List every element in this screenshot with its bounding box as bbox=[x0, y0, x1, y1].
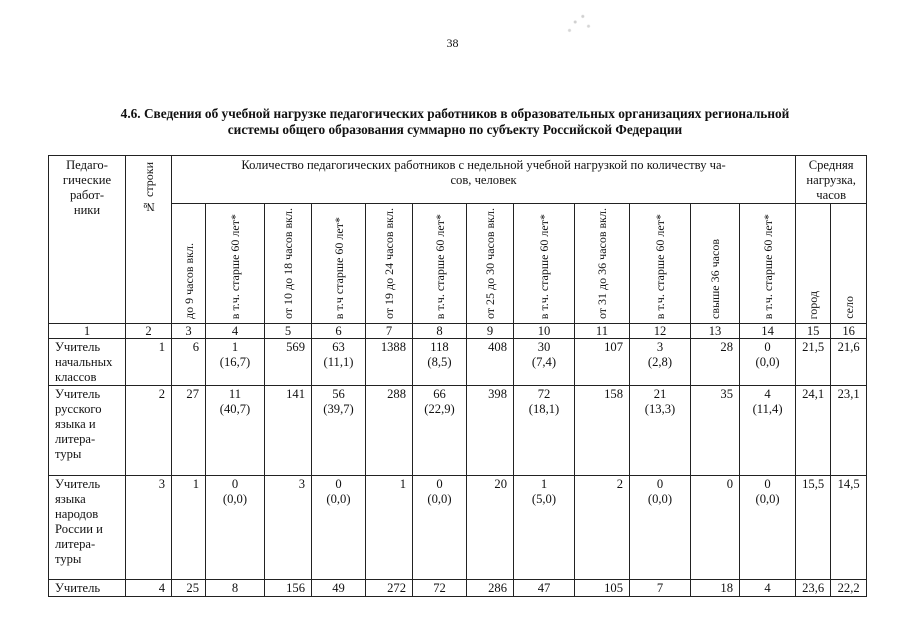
value-cell bbox=[206, 476, 265, 580]
value: 8 bbox=[231, 581, 239, 596]
value: 272 bbox=[387, 581, 406, 596]
role-cell bbox=[49, 386, 126, 476]
value: 0 bbox=[335, 477, 342, 492]
value-cell bbox=[514, 339, 575, 386]
value-cell bbox=[413, 339, 467, 386]
header-row-number: № строки bbox=[126, 156, 172, 324]
value-cell bbox=[740, 580, 796, 597]
value-cell bbox=[796, 580, 831, 597]
value-cell bbox=[691, 476, 740, 580]
value-cell bbox=[514, 386, 575, 476]
value: 286 bbox=[488, 581, 507, 596]
header-line: нагрузка, bbox=[806, 173, 856, 187]
value-cell bbox=[575, 339, 630, 386]
value: 14,5 bbox=[837, 477, 860, 492]
subheader-10: в т.ч. старше 60 лет* bbox=[514, 204, 575, 324]
value: 28 bbox=[720, 340, 733, 355]
percent-value: (16,7) bbox=[219, 355, 251, 370]
header-line: часов bbox=[816, 188, 847, 202]
role-cell bbox=[49, 476, 126, 580]
value-cell bbox=[413, 476, 467, 580]
teacher-workload-table bbox=[48, 155, 867, 597]
value: 141 bbox=[286, 387, 305, 402]
percent-value: (0,0) bbox=[427, 492, 452, 507]
percent-value: (7,4) bbox=[531, 355, 557, 370]
subheader-12: в т.ч. старше 60 лет* bbox=[630, 204, 691, 324]
row-number-cell: 1 bbox=[126, 339, 172, 386]
value: 0 bbox=[656, 477, 664, 492]
value: 1 bbox=[231, 340, 239, 355]
header-line: Количество педагогических работников с недельной учебной нагрузкой по количеству ча- bbox=[241, 158, 726, 172]
value: 63 bbox=[332, 340, 345, 355]
value: 27 bbox=[186, 387, 199, 402]
role-line: туры bbox=[55, 447, 82, 462]
value-cell bbox=[740, 386, 796, 476]
subheader-7: от 19 до 24 часов вкл. bbox=[366, 204, 413, 324]
value-cell bbox=[740, 476, 796, 580]
value: 22,2 bbox=[837, 581, 860, 596]
header-line: Педаго- bbox=[66, 158, 108, 172]
value: 288 bbox=[387, 387, 406, 402]
row-number-cell: 2 bbox=[126, 386, 172, 476]
value-cell bbox=[206, 386, 265, 476]
role-line: туры bbox=[55, 552, 82, 567]
value-cell bbox=[265, 386, 312, 476]
value-cell bbox=[312, 476, 366, 580]
value-cell bbox=[467, 339, 514, 386]
role-line: Учитель bbox=[55, 581, 101, 596]
value-cell bbox=[366, 386, 413, 476]
value-cell bbox=[467, 580, 514, 597]
value-cell bbox=[172, 339, 206, 386]
value: 2 bbox=[616, 477, 623, 492]
header-count-group bbox=[172, 156, 796, 204]
percent-value: (22,9) bbox=[424, 402, 455, 417]
value: 569 bbox=[286, 340, 305, 355]
percent-value: (2,8) bbox=[647, 355, 673, 370]
value: 49 bbox=[332, 581, 345, 596]
role-line: литера- bbox=[55, 432, 96, 447]
subheader-6: в т.ч старше 60 лет* bbox=[312, 204, 366, 324]
value: 20 bbox=[494, 477, 507, 492]
column-number: 8 bbox=[413, 324, 467, 339]
value-cell bbox=[172, 386, 206, 476]
table-row bbox=[49, 386, 867, 476]
column-number: 10 bbox=[514, 324, 575, 339]
value: 0 bbox=[764, 477, 771, 492]
table-row bbox=[49, 580, 867, 597]
subheader-8: в т.ч. старше 60 лет* bbox=[413, 204, 467, 324]
column-number: 13 bbox=[691, 324, 740, 339]
value: 1 bbox=[399, 477, 406, 492]
value-cell bbox=[630, 339, 691, 386]
value: 23,6 bbox=[802, 581, 825, 596]
value-cell bbox=[366, 339, 413, 386]
value-cell bbox=[575, 386, 630, 476]
subheader-16: село bbox=[831, 204, 867, 324]
percent-value: (39,7) bbox=[323, 402, 354, 417]
column-number: 3 bbox=[172, 324, 206, 339]
header-line: ники bbox=[73, 203, 101, 217]
role-line: русского bbox=[55, 402, 102, 417]
value-cell bbox=[172, 580, 206, 597]
title-line-1: 4.6. Сведения об учебной нагрузке педагогических работников в образовательных организациях региональной bbox=[120, 106, 790, 121]
value: 1 bbox=[192, 477, 199, 492]
subheader-13: свыше 36 часов bbox=[691, 204, 740, 324]
header-role bbox=[49, 156, 126, 324]
value: 398 bbox=[488, 387, 507, 402]
value: 15,5 bbox=[802, 477, 825, 492]
value: 18 bbox=[720, 581, 733, 596]
value: 158 bbox=[604, 387, 623, 402]
value: 30 bbox=[537, 340, 551, 355]
role-line: России и bbox=[55, 522, 103, 537]
role-cell bbox=[49, 580, 126, 597]
value: 156 bbox=[286, 581, 305, 596]
value-cell bbox=[514, 476, 575, 580]
value: 47 bbox=[537, 581, 551, 596]
subheader-3: до 9 часов вкл. bbox=[172, 204, 206, 324]
column-number: 2 bbox=[126, 324, 172, 339]
value: 24,1 bbox=[802, 387, 825, 402]
column-number: 7 bbox=[366, 324, 413, 339]
value-cell bbox=[206, 580, 265, 597]
value-cell bbox=[796, 386, 831, 476]
value: 21,6 bbox=[837, 340, 860, 355]
value: 6 bbox=[192, 340, 199, 355]
role-line: языка и bbox=[55, 417, 96, 432]
value-cell bbox=[265, 339, 312, 386]
value: 72 bbox=[537, 387, 551, 402]
value-cell bbox=[265, 580, 312, 597]
value: 25 bbox=[186, 581, 199, 596]
column-number: 1 bbox=[49, 324, 126, 339]
header-line: гические bbox=[62, 173, 112, 187]
value-cell bbox=[831, 476, 867, 580]
column-number: 9 bbox=[467, 324, 514, 339]
value-cell bbox=[265, 476, 312, 580]
value-cell bbox=[366, 476, 413, 580]
value: 107 bbox=[604, 340, 623, 355]
column-number: 5 bbox=[265, 324, 312, 339]
value-cell bbox=[796, 476, 831, 580]
header-line: сов, человек bbox=[450, 173, 517, 187]
value: 66 bbox=[433, 387, 446, 402]
column-number: 4 bbox=[206, 324, 265, 339]
role-cell bbox=[49, 339, 126, 386]
value: 1 bbox=[540, 477, 548, 492]
value-cell bbox=[413, 386, 467, 476]
percent-value: (11,1) bbox=[323, 355, 354, 370]
value: 0 bbox=[436, 477, 443, 492]
value-cell bbox=[467, 386, 514, 476]
value: 105 bbox=[604, 581, 623, 596]
subheader-4: в т.ч. старше 60 лет* bbox=[206, 204, 265, 324]
value-cell bbox=[630, 580, 691, 597]
value: 72 bbox=[433, 581, 446, 596]
value: 0 bbox=[231, 477, 239, 492]
value-cell bbox=[630, 386, 691, 476]
value-cell bbox=[575, 476, 630, 580]
percent-value: (11,4) bbox=[752, 402, 783, 417]
value-cell bbox=[172, 476, 206, 580]
value: 4 bbox=[764, 581, 771, 596]
value-cell bbox=[740, 339, 796, 386]
subheader-9: от 25 до 30 часов вкл. bbox=[467, 204, 514, 324]
value: 21,5 bbox=[802, 340, 825, 355]
row-number-cell: 4 bbox=[126, 580, 172, 597]
role-line: Учитель bbox=[55, 477, 101, 492]
value-cell bbox=[514, 580, 575, 597]
value-cell bbox=[312, 339, 366, 386]
percent-value: (0,0) bbox=[326, 492, 351, 507]
value: 4 bbox=[764, 387, 771, 402]
page-number: 38 bbox=[446, 36, 459, 50]
role-line: языка bbox=[55, 492, 86, 507]
column-number: 11 bbox=[575, 324, 630, 339]
percent-value: (18,1) bbox=[528, 402, 560, 417]
value: 7 bbox=[656, 581, 664, 596]
column-number: 16 bbox=[831, 324, 867, 339]
value: 11 bbox=[228, 387, 242, 402]
table-row bbox=[49, 339, 867, 386]
value-cell bbox=[630, 476, 691, 580]
value: 0 bbox=[764, 340, 771, 355]
header-line: работ- bbox=[69, 188, 105, 202]
subheader-15: город bbox=[796, 204, 831, 324]
column-number: 15 bbox=[796, 324, 831, 339]
value: 56 bbox=[332, 387, 345, 402]
role-line: Учитель bbox=[55, 387, 101, 402]
value-cell bbox=[831, 386, 867, 476]
subheader-14: в т.ч. старше 60 лет* bbox=[740, 204, 796, 324]
value-cell bbox=[691, 580, 740, 597]
scan-speckle bbox=[560, 8, 598, 36]
role-line: народов bbox=[55, 507, 99, 522]
value-cell bbox=[691, 386, 740, 476]
role-line: литера- bbox=[55, 537, 96, 552]
percent-value: (5,0) bbox=[531, 492, 557, 507]
value-cell bbox=[691, 339, 740, 386]
table-row bbox=[49, 476, 867, 580]
value-cell bbox=[796, 339, 831, 386]
value: 0 bbox=[726, 477, 733, 492]
value-cell bbox=[831, 339, 867, 386]
column-number: 12 bbox=[630, 324, 691, 339]
value: 1388 bbox=[380, 340, 406, 355]
percent-value: (0,0) bbox=[755, 355, 780, 370]
row-number-cell: 3 bbox=[126, 476, 172, 580]
value-cell bbox=[575, 580, 630, 597]
percent-value: (13,3) bbox=[644, 402, 676, 417]
value-cell bbox=[206, 339, 265, 386]
value: 3 bbox=[656, 340, 664, 355]
header-line: Средняя bbox=[808, 158, 854, 172]
title-line-2: системы общего образования суммарно по субъекту Российской Федерации bbox=[227, 122, 683, 137]
value: 408 bbox=[488, 340, 507, 355]
value-cell bbox=[312, 386, 366, 476]
value-cell bbox=[312, 580, 366, 597]
role-line: Учитель bbox=[55, 340, 101, 355]
value: 21 bbox=[653, 387, 667, 402]
percent-value: (0,0) bbox=[647, 492, 673, 507]
role-line: классов bbox=[55, 370, 97, 385]
value: 35 bbox=[720, 387, 733, 402]
value: 23,1 bbox=[837, 387, 860, 402]
subheader-11: от 31 до 36 часов вкл. bbox=[575, 204, 630, 324]
percent-value: (8,5) bbox=[427, 355, 452, 370]
header-average-group bbox=[796, 156, 867, 204]
column-number: 6 bbox=[312, 324, 366, 339]
subheader-5: от 10 до 18 часов вкл. bbox=[265, 204, 312, 324]
percent-value: (0,0) bbox=[755, 492, 780, 507]
value-cell bbox=[413, 580, 467, 597]
section-title bbox=[40, 106, 870, 138]
value-cell bbox=[366, 580, 413, 597]
percent-value: (40,7) bbox=[219, 402, 251, 417]
value: 3 bbox=[298, 477, 305, 492]
role-line: начальных bbox=[55, 355, 113, 370]
value: 118 bbox=[430, 340, 449, 355]
column-number: 14 bbox=[740, 324, 796, 339]
value-cell bbox=[831, 580, 867, 597]
percent-value: (0,0) bbox=[222, 492, 248, 507]
value-cell bbox=[467, 476, 514, 580]
